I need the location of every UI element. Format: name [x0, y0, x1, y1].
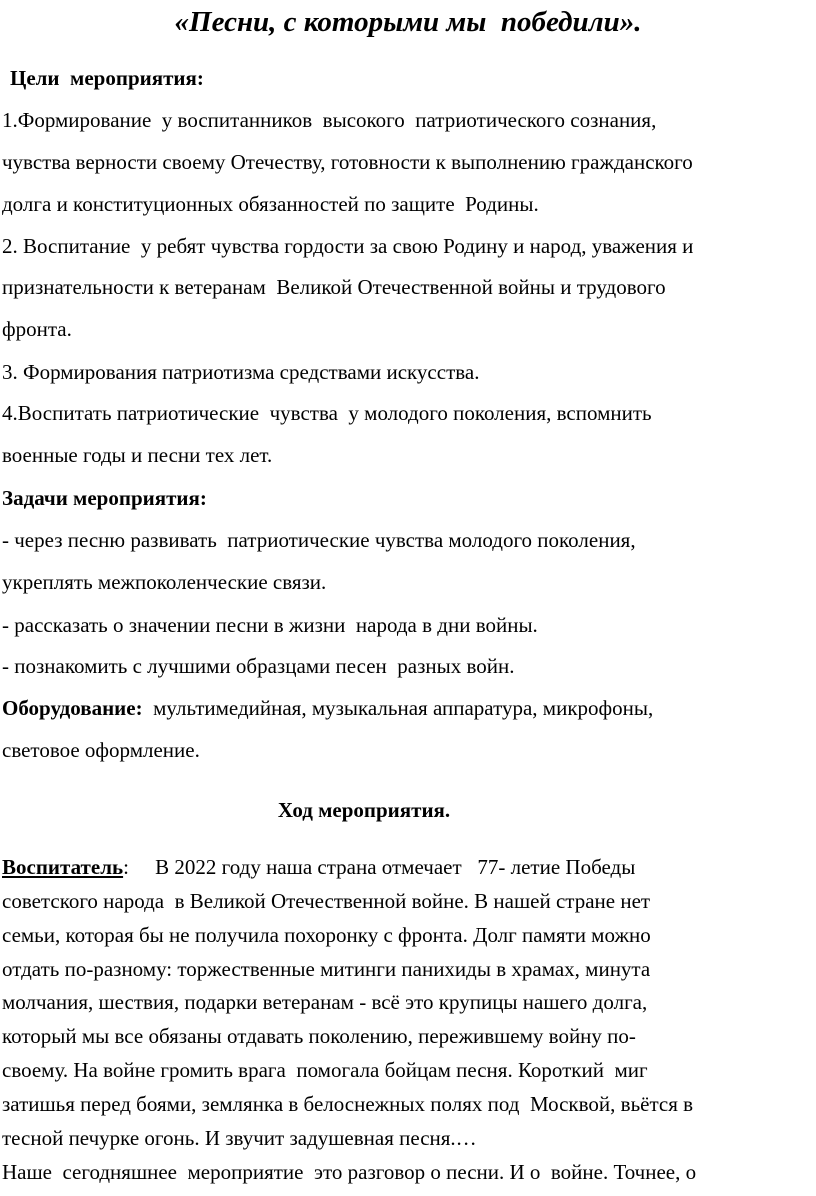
- goals-line: чувства верности своему Отечеству, готовности к выполнению гражданского: [2, 150, 693, 174]
- goals-line: признательности к ветеранам Великой Отечественной войны и трудового: [2, 275, 666, 299]
- equipment-continuation: световое оформление.: [2, 738, 200, 762]
- goals-line: долга и конституционных обязанностей по защите Родины.: [2, 192, 539, 216]
- equipment-line: [2, 696, 653, 721]
- tasks-line: - через песню развивать патриотические чувства молодого поколения,: [2, 528, 636, 552]
- goals-line: военные годы и песни тех лет.: [2, 443, 273, 467]
- narration-line: своему. На войне громить врага помогала бойцам песня. Короткий миг: [2, 1058, 648, 1082]
- goals-line: 2. Воспитание у ребят чувства гордости за свою Родину и народ, уважения и: [2, 234, 694, 258]
- tasks-heading: Задачи мероприятия:: [2, 486, 207, 510]
- tasks-line: укреплять межпоколенческие связи.: [2, 570, 327, 594]
- equipment-text: мультимедийная, музыкальная аппаратура, микрофоны,: [142, 696, 654, 720]
- narration-line: отдать по-разному: торжественные митинги панихиды в храмах, минута: [2, 957, 651, 981]
- narration-line: Наше сегодняшнее мероприятие это разговор о песни. И о войне. Точнее, о: [2, 1160, 697, 1184]
- narration-line: затишья перед боями, землянка в белоснежных полях под Москвой, вьётся в: [2, 1092, 694, 1116]
- narration-line: который мы все обязаны отдавать поколению, пережившему войну по-: [2, 1024, 636, 1048]
- narration-line: семьи, которая бы не получила похоронку с фронта. Долг памяти можно: [2, 923, 651, 947]
- goals-heading: Цели мероприятия:: [10, 66, 204, 90]
- equipment-label: Оборудование:: [2, 696, 143, 720]
- speaker-label: Воспитатель: [2, 855, 124, 879]
- progress-heading: Ход мероприятия.: [277, 798, 451, 822]
- goals-line: 4.Воспитать патриотические чувства у молодого поколения, вспомнить: [2, 401, 652, 425]
- narration-line: тесной печурке огонь. И звучит задушевная песня.…: [2, 1126, 477, 1150]
- narration-line: советского народа в Великой Отечественной войне. В нашей стране нет: [2, 889, 651, 913]
- page-title: «Песни, с которыми мы победили».: [174, 6, 642, 38]
- narration-line: молчания, шествия, подарки ветеранам - всё это крупицы нашего долга,: [2, 990, 648, 1014]
- narration-first-line: [2, 855, 635, 880]
- narration-text: : В 2022 году наша страна отмечает 77- летие Победы: [123, 855, 636, 879]
- tasks-line: - познакомить с лучшими образцами песен разных войн.: [2, 654, 515, 678]
- goals-line: 1.Формирование у воспитанников высокого патриотического сознания,: [2, 108, 657, 132]
- goals-line: фронта.: [2, 317, 72, 341]
- goals-line: 3. Формирования патриотизма средствами искусства.: [2, 360, 480, 384]
- tasks-line: - рассказать о значении песни в жизни народа в дни войны.: [2, 613, 538, 637]
